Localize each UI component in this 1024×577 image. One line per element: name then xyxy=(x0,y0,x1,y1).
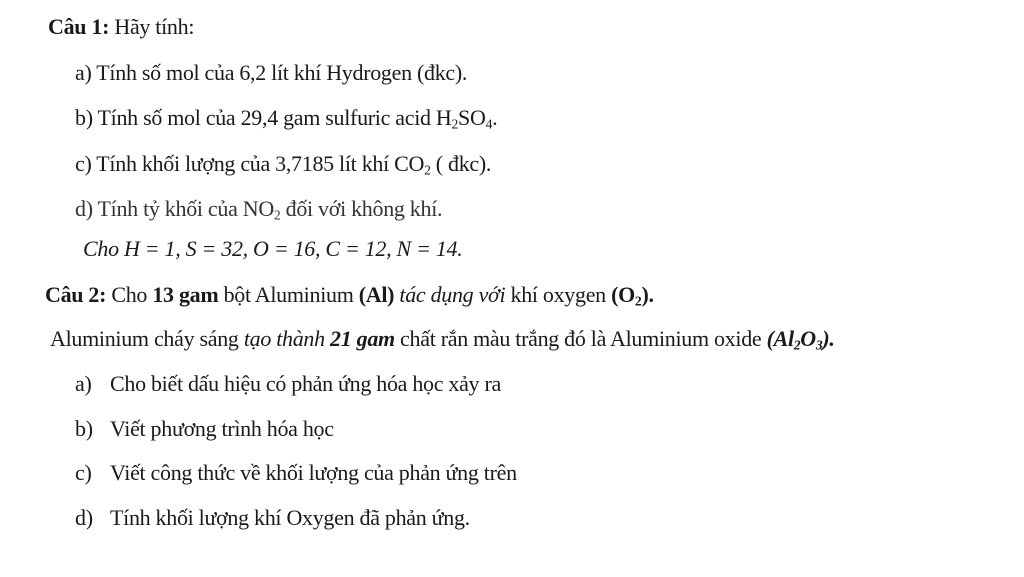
q2-mass: 21 gam xyxy=(324,326,395,351)
question-2-heading xyxy=(45,282,654,309)
item-text: Viết công thức về khối lượng của phản ứng trên xyxy=(110,460,517,485)
question-2-statement xyxy=(50,326,835,353)
item-b-text: b) Tính số mol của 29,4 gam sulfuric acid H xyxy=(75,105,452,130)
question-1-heading xyxy=(48,16,194,38)
question-1-item-b xyxy=(75,105,498,132)
q2-text: Aluminium cháy sáng xyxy=(50,326,244,351)
item-b-formula: SO xyxy=(458,105,486,130)
q2-formula: (O xyxy=(611,282,635,307)
item-text: Cho biết dấu hiệu có phản ứng hóa học xảy ra xyxy=(110,371,501,396)
q2-text: khí oxygen xyxy=(505,282,612,307)
q2-symbol: (Al) xyxy=(358,282,395,307)
item-marker: c) xyxy=(75,460,92,485)
question-2-item-d xyxy=(75,507,470,529)
question-1-item-d xyxy=(75,196,443,223)
q2-text: bột Aluminium xyxy=(218,282,359,307)
subscript: 2 xyxy=(424,162,431,178)
q2-text-italic: tác dụng với xyxy=(399,282,506,307)
q2-mass: 13 gam xyxy=(152,282,219,307)
item-b-end: . xyxy=(492,105,498,130)
subscript: 3 xyxy=(815,337,823,353)
q2-formula-end: ). xyxy=(822,326,835,351)
question-2-item-c xyxy=(75,462,517,484)
question-2-item-a xyxy=(75,373,501,395)
q2-formula-end: ). xyxy=(641,282,654,307)
q2-text-italic: tạo thành xyxy=(243,326,325,351)
subscript: 2 xyxy=(273,207,281,223)
item-d-end: đối với không khí. xyxy=(280,196,443,221)
question-2-item-b xyxy=(75,418,334,440)
question-1-item-c xyxy=(75,151,492,178)
item-c-end: ( đkc). xyxy=(430,151,492,176)
given-atomic-masses: Cho H = 1, S = 32, O = 16, C = 12, N = 14. xyxy=(83,236,463,261)
question-1-label: Câu 1: xyxy=(48,14,110,39)
item-marker: d) xyxy=(75,505,93,530)
question-2-label: Câu 2: xyxy=(45,282,107,307)
q2-formula: O xyxy=(800,326,816,351)
q2-text: Cho xyxy=(106,282,153,307)
item-text: Viết phương trình hóa học xyxy=(110,416,334,441)
subscript: 2 xyxy=(793,337,801,353)
item-marker: b) xyxy=(75,416,93,441)
question-1-item-a: a) Tính số mol của 6,2 lít khí Hydrogen (đkc). xyxy=(75,60,468,85)
question-1-title: Hãy tính: xyxy=(109,14,195,39)
item-marker: a) xyxy=(75,371,92,396)
subscript: 2 xyxy=(634,293,642,309)
item-text: Tính khối lượng khí Oxygen đã phản ứng. xyxy=(110,505,470,530)
q2-text: chất rắn màu trắng đó là Aluminium oxide xyxy=(394,326,767,351)
subscript: 4 xyxy=(485,116,493,132)
item-d-text: d) Tính tỷ khối của NO xyxy=(75,196,274,221)
item-c-text: c) Tính khối lượng của 3,7185 lít khí CO xyxy=(75,151,425,176)
subscript: 2 xyxy=(451,116,459,132)
q2-formula: (Al xyxy=(766,326,794,351)
